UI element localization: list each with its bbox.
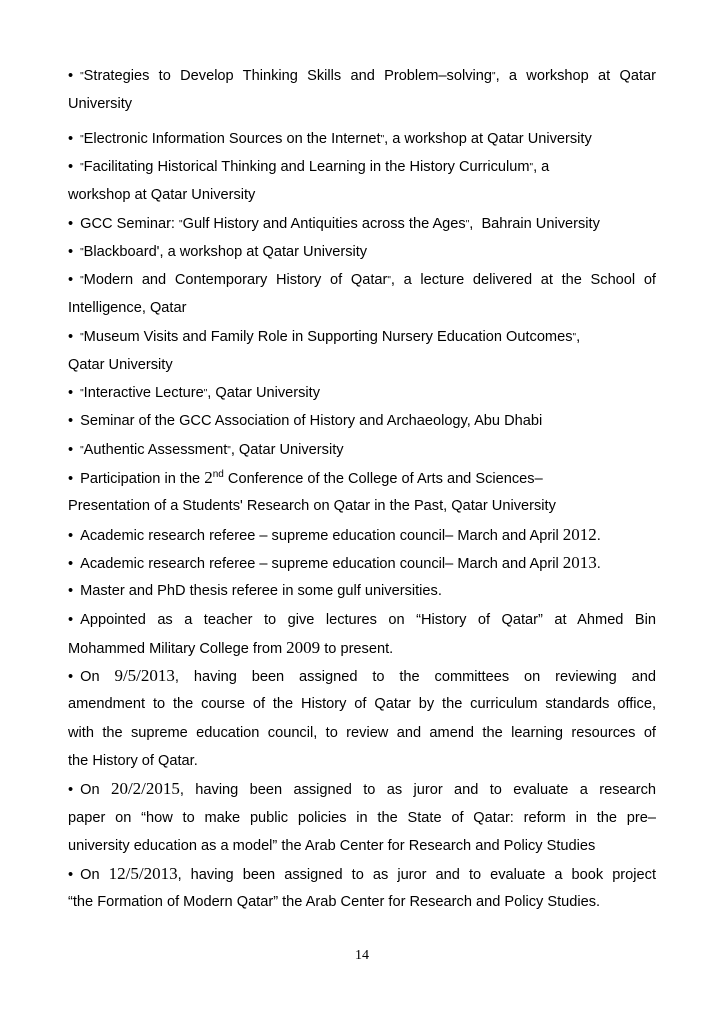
quote-mark: " <box>80 388 84 399</box>
list-item-continuation <box>68 638 656 659</box>
bullet: • <box>68 329 74 345</box>
quote-mark: " <box>227 445 231 456</box>
list-item-continuation: with the supreme education council, to review and amend the learning resources of <box>68 725 656 741</box>
quote-mark: " <box>465 219 470 230</box>
page-number: 14 <box>355 948 369 963</box>
item-text: , Qatar University <box>207 385 321 401</box>
bullet: • <box>68 556 74 572</box>
item-text: , having been assigned to the committees on reviewing and <box>174 669 656 685</box>
item-text: On <box>80 669 115 685</box>
item-text: , <box>576 329 581 345</box>
list-item-continuation: amendment to the course of the History of Qatar by the curriculum standards office, <box>68 696 656 712</box>
list-item-continuation: Qatar University <box>68 357 173 373</box>
list-item-continuation: the History of Qatar. <box>68 753 198 769</box>
item-text: Facilitating Historical Thinking and Learning in the History Curriculum <box>83 159 530 175</box>
list-item <box>68 581 656 601</box>
bullet: • <box>68 159 74 175</box>
list-item <box>68 242 656 263</box>
quote-mark: " <box>572 332 577 343</box>
item-text: Interactive Lecture <box>83 385 204 401</box>
list-item <box>68 270 656 291</box>
item-text: to present. <box>320 641 394 657</box>
list-item <box>68 864 656 885</box>
list-item-continuation: paper on “how to make public policies in the State of Qatar: reform in the pre– <box>68 810 656 826</box>
item-text: Authentic Assessment <box>83 442 228 458</box>
bullet: • <box>68 669 74 685</box>
bullet: • <box>68 528 74 544</box>
item-text: Museum Visits and Family Role in Supporting Nursery Education Outcomes <box>83 329 573 345</box>
list-item <box>68 779 656 800</box>
list-item <box>68 440 656 461</box>
item-text: Participation in the <box>80 471 205 487</box>
year: 2009 <box>286 638 321 657</box>
quote-mark: " <box>80 134 84 145</box>
item-text: Electronic Information Sources on the Internet <box>83 131 381 147</box>
quote-mark: " <box>80 332 84 343</box>
bullet: • <box>68 612 74 628</box>
item-text: Mohammed Military College from <box>68 641 287 657</box>
list-item <box>68 327 656 348</box>
list-item-continuation: university education as a model” the Arab Center for Research and Policy Studies <box>68 838 596 854</box>
item-text: , Bahrain University <box>469 216 600 232</box>
date: 9/5/2013 <box>114 666 175 685</box>
item-text: Academic research referee – supreme education council– March and April <box>80 556 563 572</box>
item-text: Gulf History and Antiquities across the Ages <box>182 216 466 232</box>
list-item-continuation: Intelligence, Qatar <box>68 300 187 316</box>
quote-mark: " <box>492 71 496 82</box>
quote-mark: " <box>80 275 84 286</box>
list-item <box>68 525 656 546</box>
bullet: • <box>68 272 74 288</box>
list-item <box>68 666 656 687</box>
quote-mark: " <box>80 71 84 82</box>
item-text: GCC Seminar: <box>80 216 180 232</box>
list-item-continuation: Presentation of a Students' Research on Qatar in the Past, Qatar University <box>68 498 556 514</box>
list-item <box>68 214 656 235</box>
quote-mark: " <box>80 445 84 456</box>
quote-mark: " <box>387 275 391 286</box>
item-text: Conference of the College of Arts and Sciences– <box>223 471 543 487</box>
ordinal-number: 2 <box>204 468 213 487</box>
date: 12/5/2013 <box>108 864 178 883</box>
item-text: . <box>596 556 601 572</box>
bullet: • <box>68 68 74 84</box>
list-item <box>68 610 656 630</box>
item-text: On <box>80 867 109 883</box>
bullet: • <box>68 442 74 458</box>
date: 20/2/2015 <box>110 779 180 798</box>
bullet: • <box>68 413 74 429</box>
bullet: • <box>68 471 74 487</box>
list-item-continuation: “the Formation of Modern Qatar” the Arab Center for Research and Policy Studies. <box>68 894 601 910</box>
quote-mark: " <box>80 247 84 258</box>
year: 2012 <box>562 525 597 544</box>
quote-mark: " <box>80 162 84 173</box>
bullet: • <box>68 782 74 798</box>
bullet: • <box>68 867 74 883</box>
list-item-continuation: workshop at Qatar University <box>68 187 256 203</box>
ordinal-suffix: nd <box>212 469 224 481</box>
list-item-continuation: University <box>68 96 133 112</box>
item-text: On <box>80 782 111 798</box>
bullet: • <box>68 583 74 599</box>
item-text: , having been assigned to as juror and to evaluate a research <box>179 782 656 798</box>
quote-mark: " <box>529 162 534 173</box>
item-text: Academic research referee – supreme education council– March and April <box>80 528 563 544</box>
bullet: • <box>68 385 74 401</box>
item-text: Blackboard', a workshop at Qatar University <box>83 244 368 260</box>
list-item <box>68 129 656 150</box>
item-text: , having been assigned to as juror and to evaluate a book project <box>177 867 656 883</box>
item-text: , a lecture delivered at the School of <box>390 272 656 288</box>
item-text: , a workshop at Qatar <box>495 68 656 84</box>
bullet: • <box>68 244 74 260</box>
item-text: , Qatar University <box>230 442 344 458</box>
list-item <box>68 66 656 87</box>
bullet: • <box>68 216 74 232</box>
item-text: , a <box>533 159 550 175</box>
item-text: Master and PhD thesis referee in some gulf universities. <box>80 583 442 599</box>
item-text: Modern and Contemporary History of Qatar <box>83 272 388 288</box>
item-text: Strategies to Develop Thinking Skills and Problem–solving <box>83 68 492 84</box>
quote-mark: " <box>380 134 385 145</box>
list-item <box>68 553 656 574</box>
quote-mark: " <box>203 388 208 399</box>
list-item <box>68 468 656 489</box>
year: 2013 <box>562 553 597 572</box>
list-item <box>68 383 656 404</box>
list-item <box>68 411 656 431</box>
list-item <box>68 157 656 178</box>
item-text: Seminar of the GCC Association of History and Archaeology, Abu Dhabi <box>80 413 543 429</box>
item-text: Appointed as a teacher to give lectures on “History of Qatar” at Ahmed Bin <box>80 612 656 628</box>
item-text: , a workshop at Qatar University <box>384 131 592 147</box>
quote-mark: " <box>179 219 183 230</box>
item-text: . <box>596 528 601 544</box>
bullet: • <box>68 131 74 147</box>
